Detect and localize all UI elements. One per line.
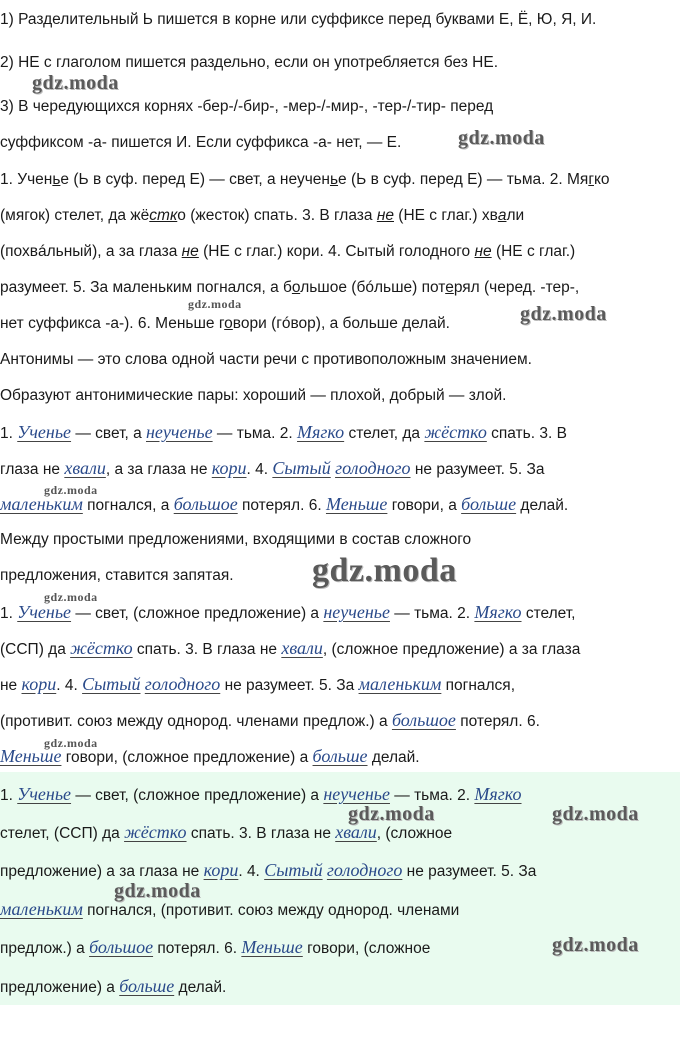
exercise2-line2: глаза не хвали, а за глаза не кори. 4. Сытый голодного не разумеет. 5. За: [0, 458, 545, 478]
rule-soft-sign: 1) Разделительный Ь пишется в корне или суффиксе перед буквами Е, Ё, Ю, Я, И.: [0, 11, 597, 28]
watermark: gdz.moda: [520, 303, 607, 325]
exercise3-line4: (противит. союз между однород. членами предлож.) а большое потерял. 6.: [0, 710, 540, 730]
antonyms-pairs: Образуют антонимические пары: хороший — плохой, добрый — злой.: [0, 387, 507, 404]
watermark: gdz.moda: [44, 590, 98, 604]
watermark: gdz.moda: [188, 297, 242, 311]
rule-alternating-roots-line1: 3) В чередующихся корнях -бер-/-бир-, -мер-/-мир-, -тер-/-тир- перед: [0, 98, 494, 115]
watermark: gdz.moda: [114, 880, 201, 902]
exercise4-line3: предложение) а за глаза не кори. 4. Сытый голодного не разумеет. 5. За: [0, 860, 537, 880]
watermark: gdz.moda: [312, 552, 457, 589]
exercise4-line4: маленьким погнался, (противит. союз между однород. членами: [0, 899, 460, 919]
exercise3-line5: Меньше говори, (сложное предложение) а больше делай.: [0, 746, 420, 766]
watermark: gdz.moda: [32, 72, 119, 94]
exercise2-line1: 1. Ученье — свет, а неученье — тьма. 2. Мягко стелет, да жёстко спать. 3. В: [0, 422, 567, 442]
exercise3-line3: не кори. 4. Сытый голодного не разумеет. 5. За маленьким погнался,: [0, 674, 516, 694]
exercise3-line2: (ССП) да жёстко спать. 3. В глаза не хвали, (сложное предложение) а за глаза: [0, 638, 581, 658]
exercise3-line1: 1. Ученье — свет, (сложное предложение) а неученье — тьма. 2. Мягко стелет,: [0, 602, 576, 622]
exercise4-line2: стелет, (ССП) да жёстко спать. 3. В глаза не хвали, (сложное: [0, 822, 453, 842]
watermark: gdz.moda: [458, 127, 545, 149]
watermark: gdz.moda: [44, 736, 98, 750]
watermark: gdz.moda: [44, 483, 98, 497]
exercise4-line6: предложение) а больше делай.: [0, 976, 227, 996]
exercise1-line2: (мягок) стелет, да жёстко (жесток) спать. 3. В глаза не (НЕ с глаг.) хвали: [0, 207, 525, 224]
exercise1-line1: 1. Ученье (Ь в суф. перед Е) — свет, а неученье (Ь в суф. перед Е) — тьма. 2. Мягко: [0, 171, 610, 188]
exercise1-line3: (похвáльный), а за глаза не (НЕ с глаг.) кори. 4. Сытый голодного не (НЕ с глаг.): [0, 243, 576, 260]
exercise2-line3: маленьким погнался, а большое потерял. 6. Меньше говори, а больше делай.: [0, 494, 569, 514]
rule-ne-with-verb: 2) НЕ с глаголом пишется раздельно, если он употребляется без НЕ.: [0, 54, 499, 71]
rule-alternating-roots-line2: суффиксом -а- пишется И. Если суффикса -а- нет, — Е.: [0, 134, 402, 151]
watermark: gdz.moda: [348, 803, 435, 825]
exercise4-line1: 1. Ученье — свет, (сложное предложение) а неученье — тьма. 2. Мягко: [0, 784, 522, 804]
exercise4-line5: предлож.) а большое потерял. 6. Меньше говори, (сложное: [0, 937, 431, 957]
watermark: gdz.moda: [552, 934, 639, 956]
exercise1-line4: разумеет. 5. За маленьким погнался, а большое (бóльше) потерял (черед. -тер-,: [0, 279, 580, 296]
antonyms-definition: Антонимы — это слова одной части речи с противоположным значением.: [0, 351, 532, 368]
exercise1-line5: нет суффикса -а-). 6. Меньше говори (гóвор), а больше делай.: [0, 315, 450, 332]
comma-rule-line2: предложения, ставится запятая.: [0, 567, 234, 584]
comma-rule-line1: Между простыми предложениями, входящими в состав сложного: [0, 531, 472, 548]
watermark: gdz.moda: [552, 803, 639, 825]
